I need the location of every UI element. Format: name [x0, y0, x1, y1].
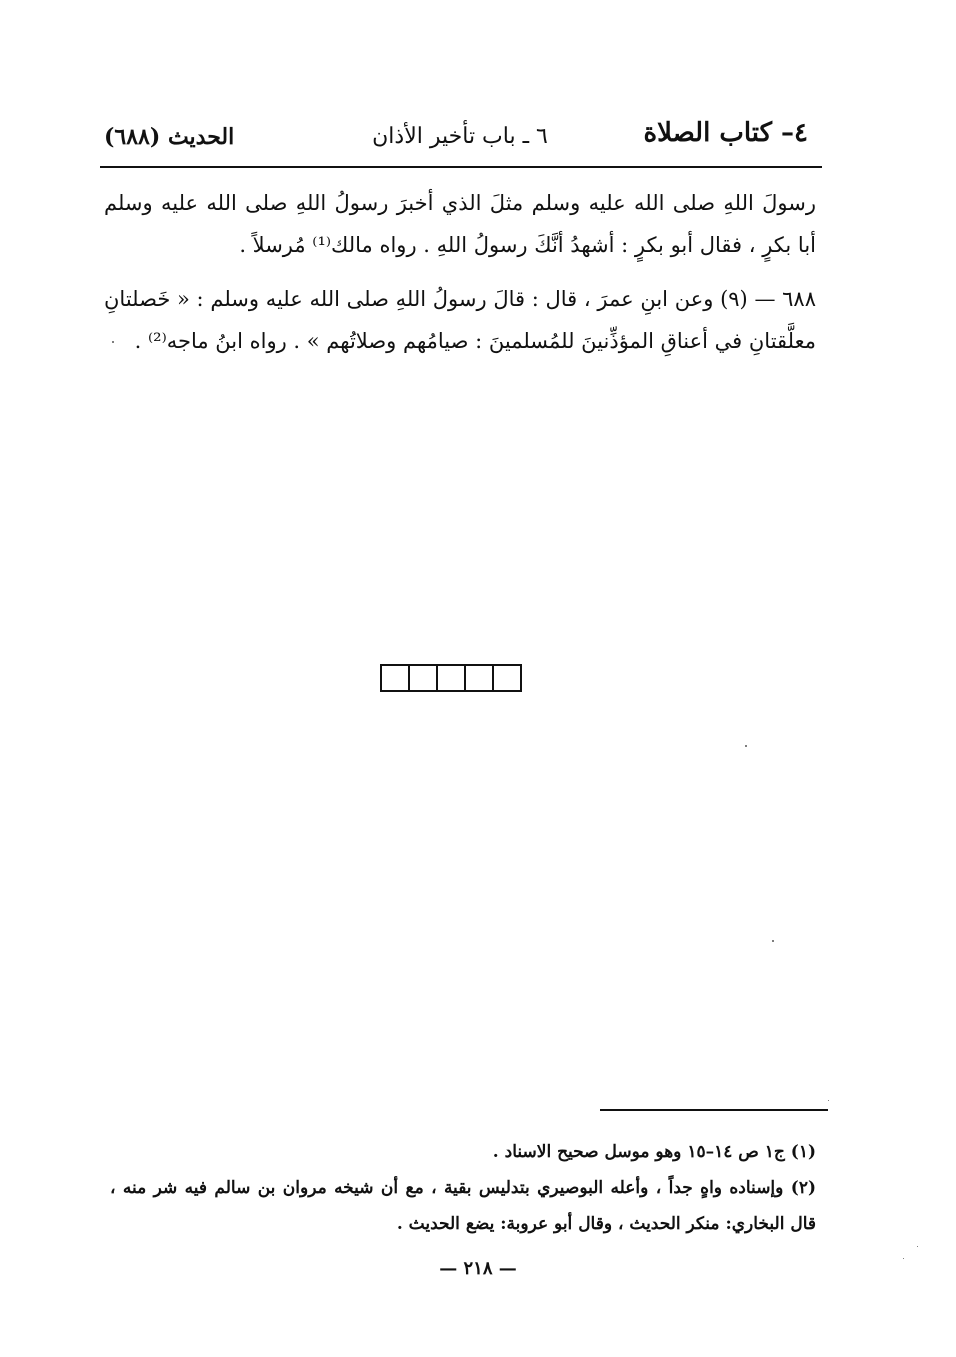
hadith-number: الحديث (٦٨٨) — [104, 124, 235, 150]
separator-box — [492, 664, 522, 692]
scan-speck — [772, 940, 774, 942]
scan-speck — [917, 1246, 918, 1247]
scan-speck — [745, 745, 747, 747]
scan-speck — [112, 341, 114, 343]
header-divider — [100, 166, 822, 168]
footnote-1: (١) ج١ ص ١٤–١٥ وهو موسل صحيح الاسناد . — [492, 1142, 816, 1162]
footnote-divider — [600, 1109, 828, 1111]
separator-box — [408, 664, 438, 692]
paragraph-hadith-688: ٦٨٨ — (٩) وعن ابنِ عمرَ ، قال : قالَ رسولُ اللهِ صلى الله عليه وسلم : « خَصلتانِ معلَّقتانِ في أعناقِ المؤذِّنينَ للمُسلمينَ : صيامُهم وصلاتُهم » . رواه ابنُ ماجه⁽²⁾ . — [104, 287, 816, 353]
separator-box — [464, 664, 494, 692]
main-text — [104, 182, 816, 362]
running-header — [100, 112, 820, 164]
separator-box — [436, 664, 466, 692]
footnote-2: (٢) وإسناده واهٍ جداً ، وأعله البوصيري بتدليس بقية ، مع أن شيخه مروان بن سالم فيه شر منه ، قال البخاري: منكر الحديث ، وقال أبو عروبة: يضع الحديث . — [110, 1178, 816, 1234]
separator-box — [380, 664, 410, 692]
scan-speck — [828, 1100, 829, 1101]
book-title: ٤– كتاب الصلاة — [643, 118, 808, 148]
paragraph-continuation: رسولَ اللهِ صلى الله عليه وسلم مثلَ الذي أخبرَ رسولُ اللهِ صلى الله عليه وسلم أبا بكرٍ ، فقال أبو بكرٍ : أشهدُ أنَّكَ رسولُ اللهِ . رواه مالك⁽¹⁾ مُرسلاً . — [104, 191, 816, 257]
page-number: — ٢١٨ — — [439, 1258, 517, 1279]
scan-speck — [903, 1258, 904, 1259]
chapter-title: ٦ ـ باب تأخير الأذان — [372, 124, 548, 149]
footnotes — [110, 1134, 816, 1242]
section-separator-boxes — [380, 664, 520, 690]
